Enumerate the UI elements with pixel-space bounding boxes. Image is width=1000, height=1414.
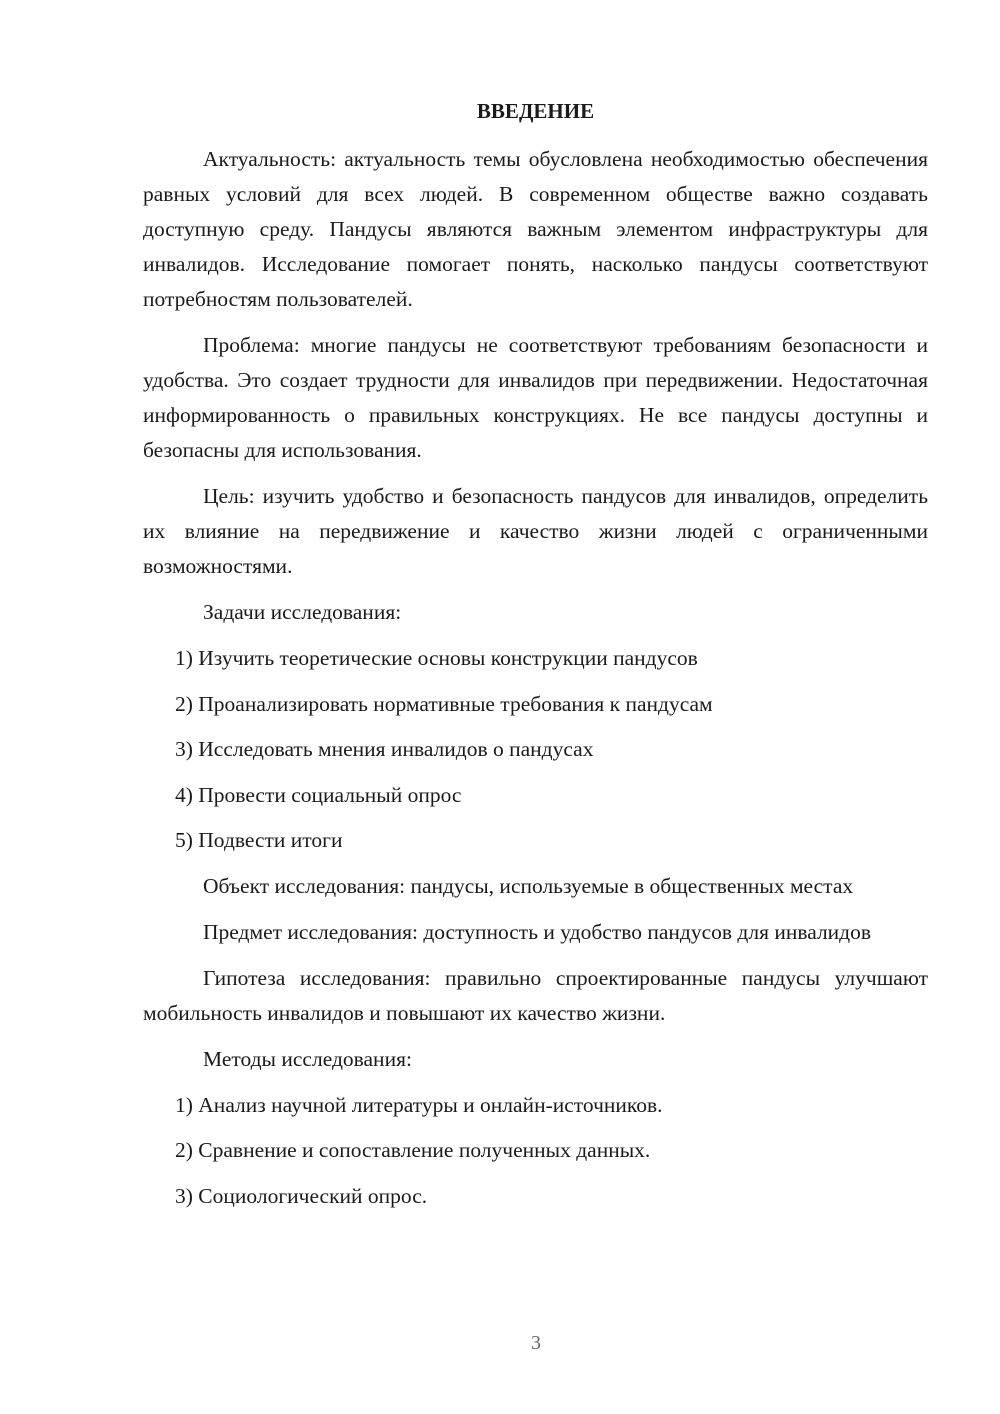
section-title: ВВЕДЕНИЕ — [476, 99, 595, 123]
task-item: 5) Подвести итоги — [175, 828, 343, 852]
method-item: 2) Сравнение и сопоставление полученных данных. — [175, 1138, 651, 1162]
goal-paragraph: Цель: изучить удобство и безопасность пандусов для инвалидов, определить их влияние на передвижение и качество жизни людей с ограниченными возможностями. — [143, 484, 928, 578]
method-item: 1) Анализ научной литературы и онлайн-источников. — [175, 1092, 663, 1117]
task-item: 1) Изучить теоретические основы конструкции пандусов — [175, 646, 698, 670]
problem-paragraph: Проблема: многие пандусы не соответствуют требованиям безопасности и удобства. Это создает трудности для инвалидов при передвижении. Недостаточная информированность о правильных конструкциях. Не все пандусы доступны и безопасны для использования. — [143, 333, 928, 462]
task-item: 3) Исследовать мнения инвалидов о пандусах — [175, 737, 594, 761]
tasks-list — [143, 641, 928, 858]
tasks-heading: Задачи исследования: — [203, 600, 402, 624]
methods-heading: Методы исследования: — [203, 1046, 412, 1071]
relevance-paragraph: Актуальность: актуальность темы обусловлена необходимостью обеспечения равных условий для всех людей. В современном обществе важно создавать доступную среду. Пандусы являются важным элементом инфраструктуры для инвалидов. Исследование помогает понять, насколько пандусы соответствуют потребностям пользователей. — [143, 147, 928, 311]
hypothesis-paragraph: Гипотеза исследования: правильно спроектированные пандусы улучшают мобильность инвалидов и повышают их качество жизни. — [143, 965, 928, 1025]
methods-list — [143, 1088, 928, 1214]
task-item: 2) Проанализировать нормативные требования к пандусам — [175, 691, 713, 716]
page-content — [143, 94, 928, 1224]
task-item: 4) Провести социальный опрос — [175, 782, 462, 807]
object-paragraph: Объект исследования: пандусы, используемые в общественных местах — [203, 873, 854, 898]
subject-paragraph: Предмет исследования: доступность и удобство пандусов для инвалидов — [203, 919, 872, 944]
page-number: 3 — [531, 1332, 541, 1354]
method-item: 3) Социологический опрос. — [175, 1183, 428, 1208]
